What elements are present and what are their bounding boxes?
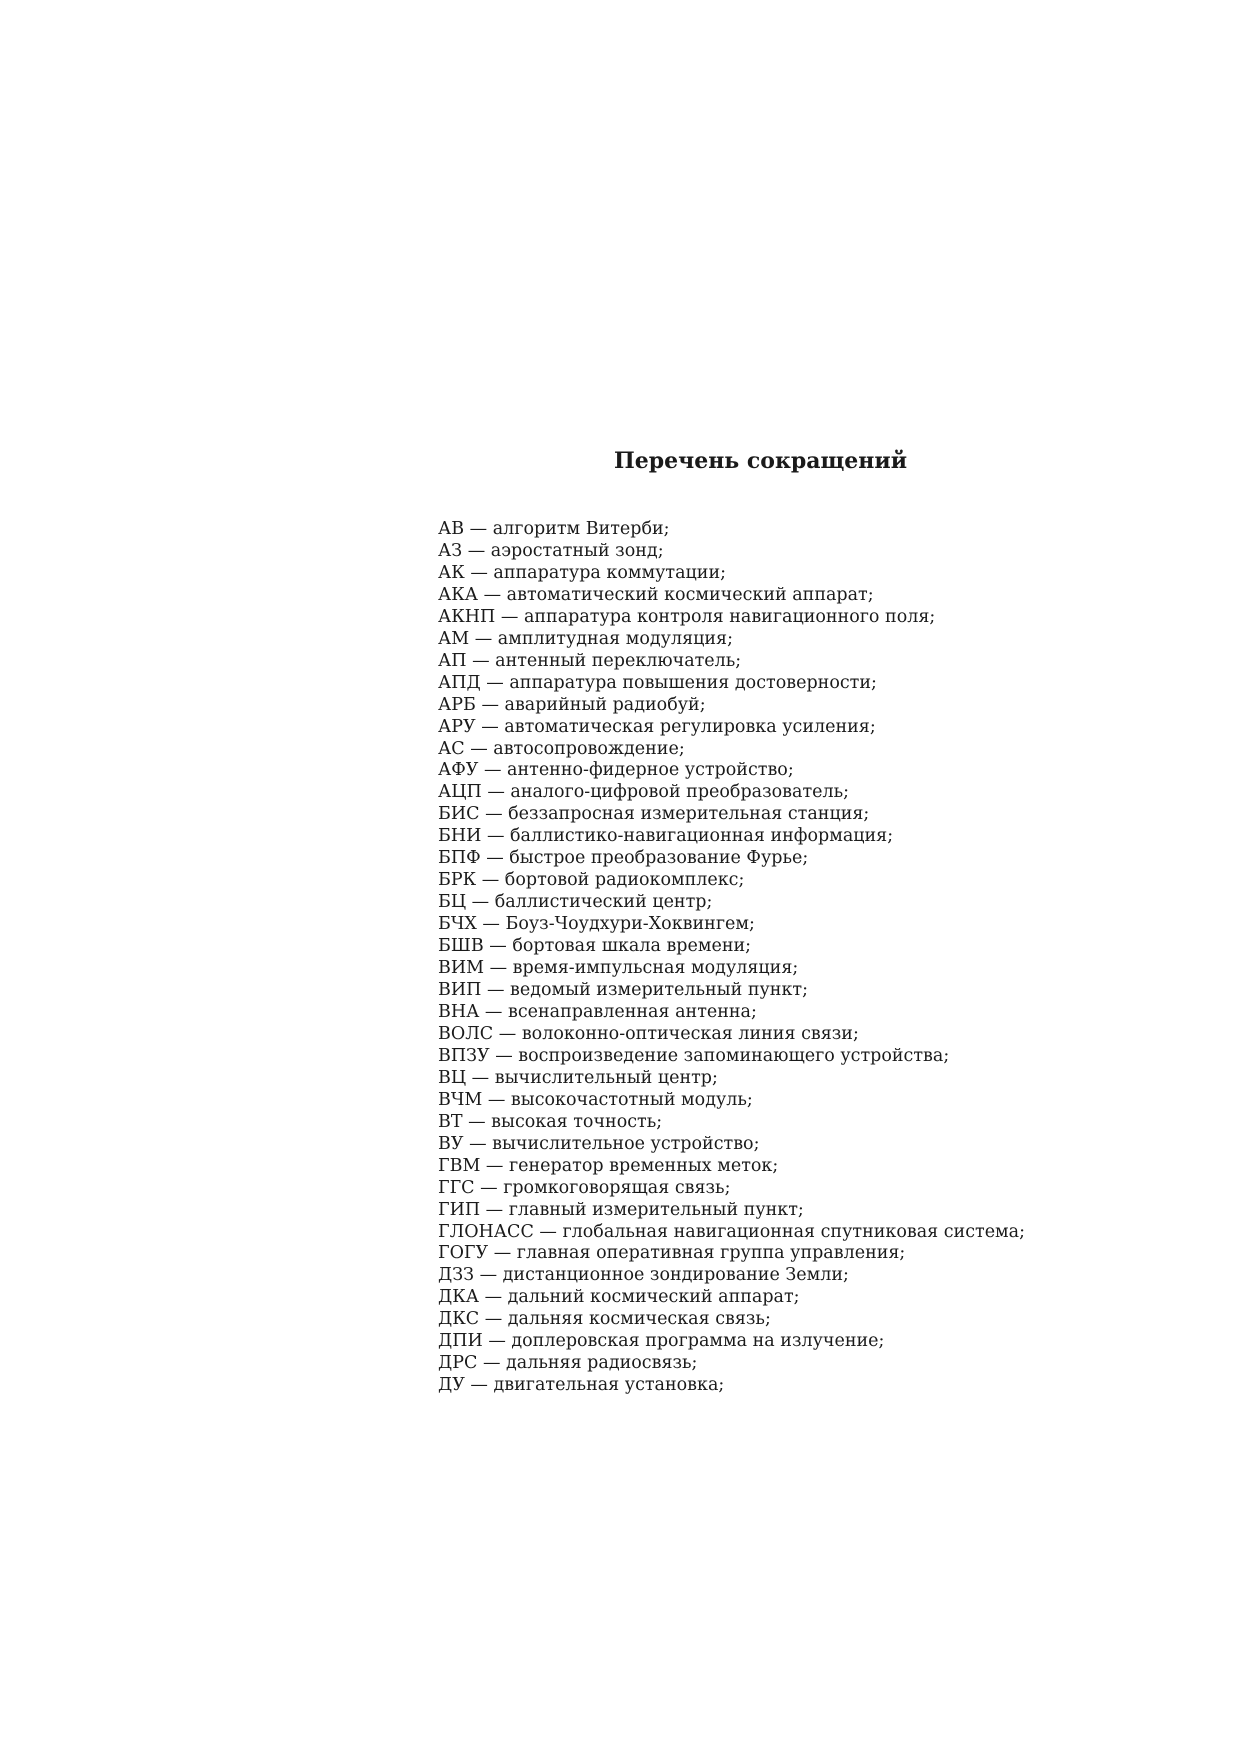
abbreviation-entry: ДКС — дальняя космическая связь; xyxy=(438,1309,771,1330)
abbreviation-entry: БШВ — бортовая шкала времени; xyxy=(438,936,752,957)
abbreviation-entry: БИС — беззапросная измерительная станция; xyxy=(438,804,870,825)
abbreviation-entry: АРУ — автоматическая регулировка усиления; xyxy=(438,716,876,737)
page-title: Перечень сокращений xyxy=(613,448,908,474)
abbreviation-entry: АП — антенный переключатель; xyxy=(438,650,742,671)
abbreviation-entry: АКА — автоматический космический аппарат; xyxy=(438,584,874,605)
abbreviation-entry: БНИ — баллистико-навигационная информация; xyxy=(438,826,894,847)
abbreviation-entry: ВЦ — вычислительный центр; xyxy=(438,1067,718,1088)
abbreviation-entry: ВИМ — время-импульсная модуляция; xyxy=(438,958,799,979)
abbreviation-entry: ВНА — всенаправленная антенна; xyxy=(438,1001,757,1022)
abbreviation-entry: ВТ — высокая точность; xyxy=(438,1111,663,1132)
abbreviation-entry: АФУ — антенно-фидерное устройство; xyxy=(438,760,794,781)
abbreviation-entry: ГГС — громкоговорящая связь; xyxy=(438,1177,731,1198)
abbreviation-entry: БРК — бортовой радиокомплекс; xyxy=(438,870,745,891)
abbreviation-entry: АВ — алгоритм Витерби; xyxy=(438,519,670,539)
abbreviation-entry: ДУ — двигательная установка; xyxy=(438,1375,725,1396)
abbreviation-entry: БЧХ — Боуз-Чоудхури-Хоквингем; xyxy=(438,914,755,935)
abbreviation-entry: АРБ — аварийный радиобуй; xyxy=(438,694,706,715)
abbreviation-entry: ДПИ — доплеровская программа на излучение; xyxy=(438,1331,885,1352)
abbreviation-entry: АКНП — аппаратура контроля навигационного поля; xyxy=(438,606,936,627)
abbreviation-entry: ДРС — дальняя радиосвязь; xyxy=(438,1353,698,1374)
abbreviation-list xyxy=(438,519,1025,1397)
abbreviation-entry: АС — автосопровождение; xyxy=(438,738,685,759)
abbreviation-entry: ДКА — дальний космический аппарат; xyxy=(438,1287,800,1308)
abbreviation-entry: АМ — амплитудная модуляция; xyxy=(438,628,733,649)
abbreviation-entry: АК — аппаратура коммутации; xyxy=(438,562,727,583)
abbreviation-entry: ВПЗУ — воспроизведение запоминающего устройства; xyxy=(438,1045,950,1066)
abbreviation-entry: ВУ — вычислительное устройство; xyxy=(438,1133,760,1154)
abbreviation-entry: БЦ — баллистический центр; xyxy=(438,892,713,913)
abbreviation-entry: АЦП — аналого-цифровой преобразователь; xyxy=(438,782,850,803)
abbreviation-entry: ВИП — ведомый измерительный пункт; xyxy=(438,980,808,1001)
abbreviation-entry: ГОГУ — главная оперативная группа управления; xyxy=(438,1243,906,1264)
abbreviation-entry: ДЗЗ — дистанционное зондирование Земли; xyxy=(438,1265,849,1286)
abbreviation-entry: АЗ — аэростатный зонд; xyxy=(438,540,664,561)
abbreviation-entry: АПД — аппаратура повышения достоверности; xyxy=(438,672,877,693)
abbreviation-entry: ГИП — главный измерительный пункт; xyxy=(438,1199,804,1220)
abbreviation-entry: ГЛОНАСС — глобальная навигационная спутниковая система; xyxy=(438,1221,1026,1242)
abbreviation-entry: БПФ — быстрое преобразование Фурье; xyxy=(438,848,809,869)
abbreviation-entry: ГВМ — генератор временных меток; xyxy=(438,1155,779,1176)
abbreviation-entry: ВОЛС — волоконно-оптическая линия связи; xyxy=(438,1023,859,1044)
abbreviation-entry: ВЧМ — высокочастотный модуль; xyxy=(438,1089,753,1110)
